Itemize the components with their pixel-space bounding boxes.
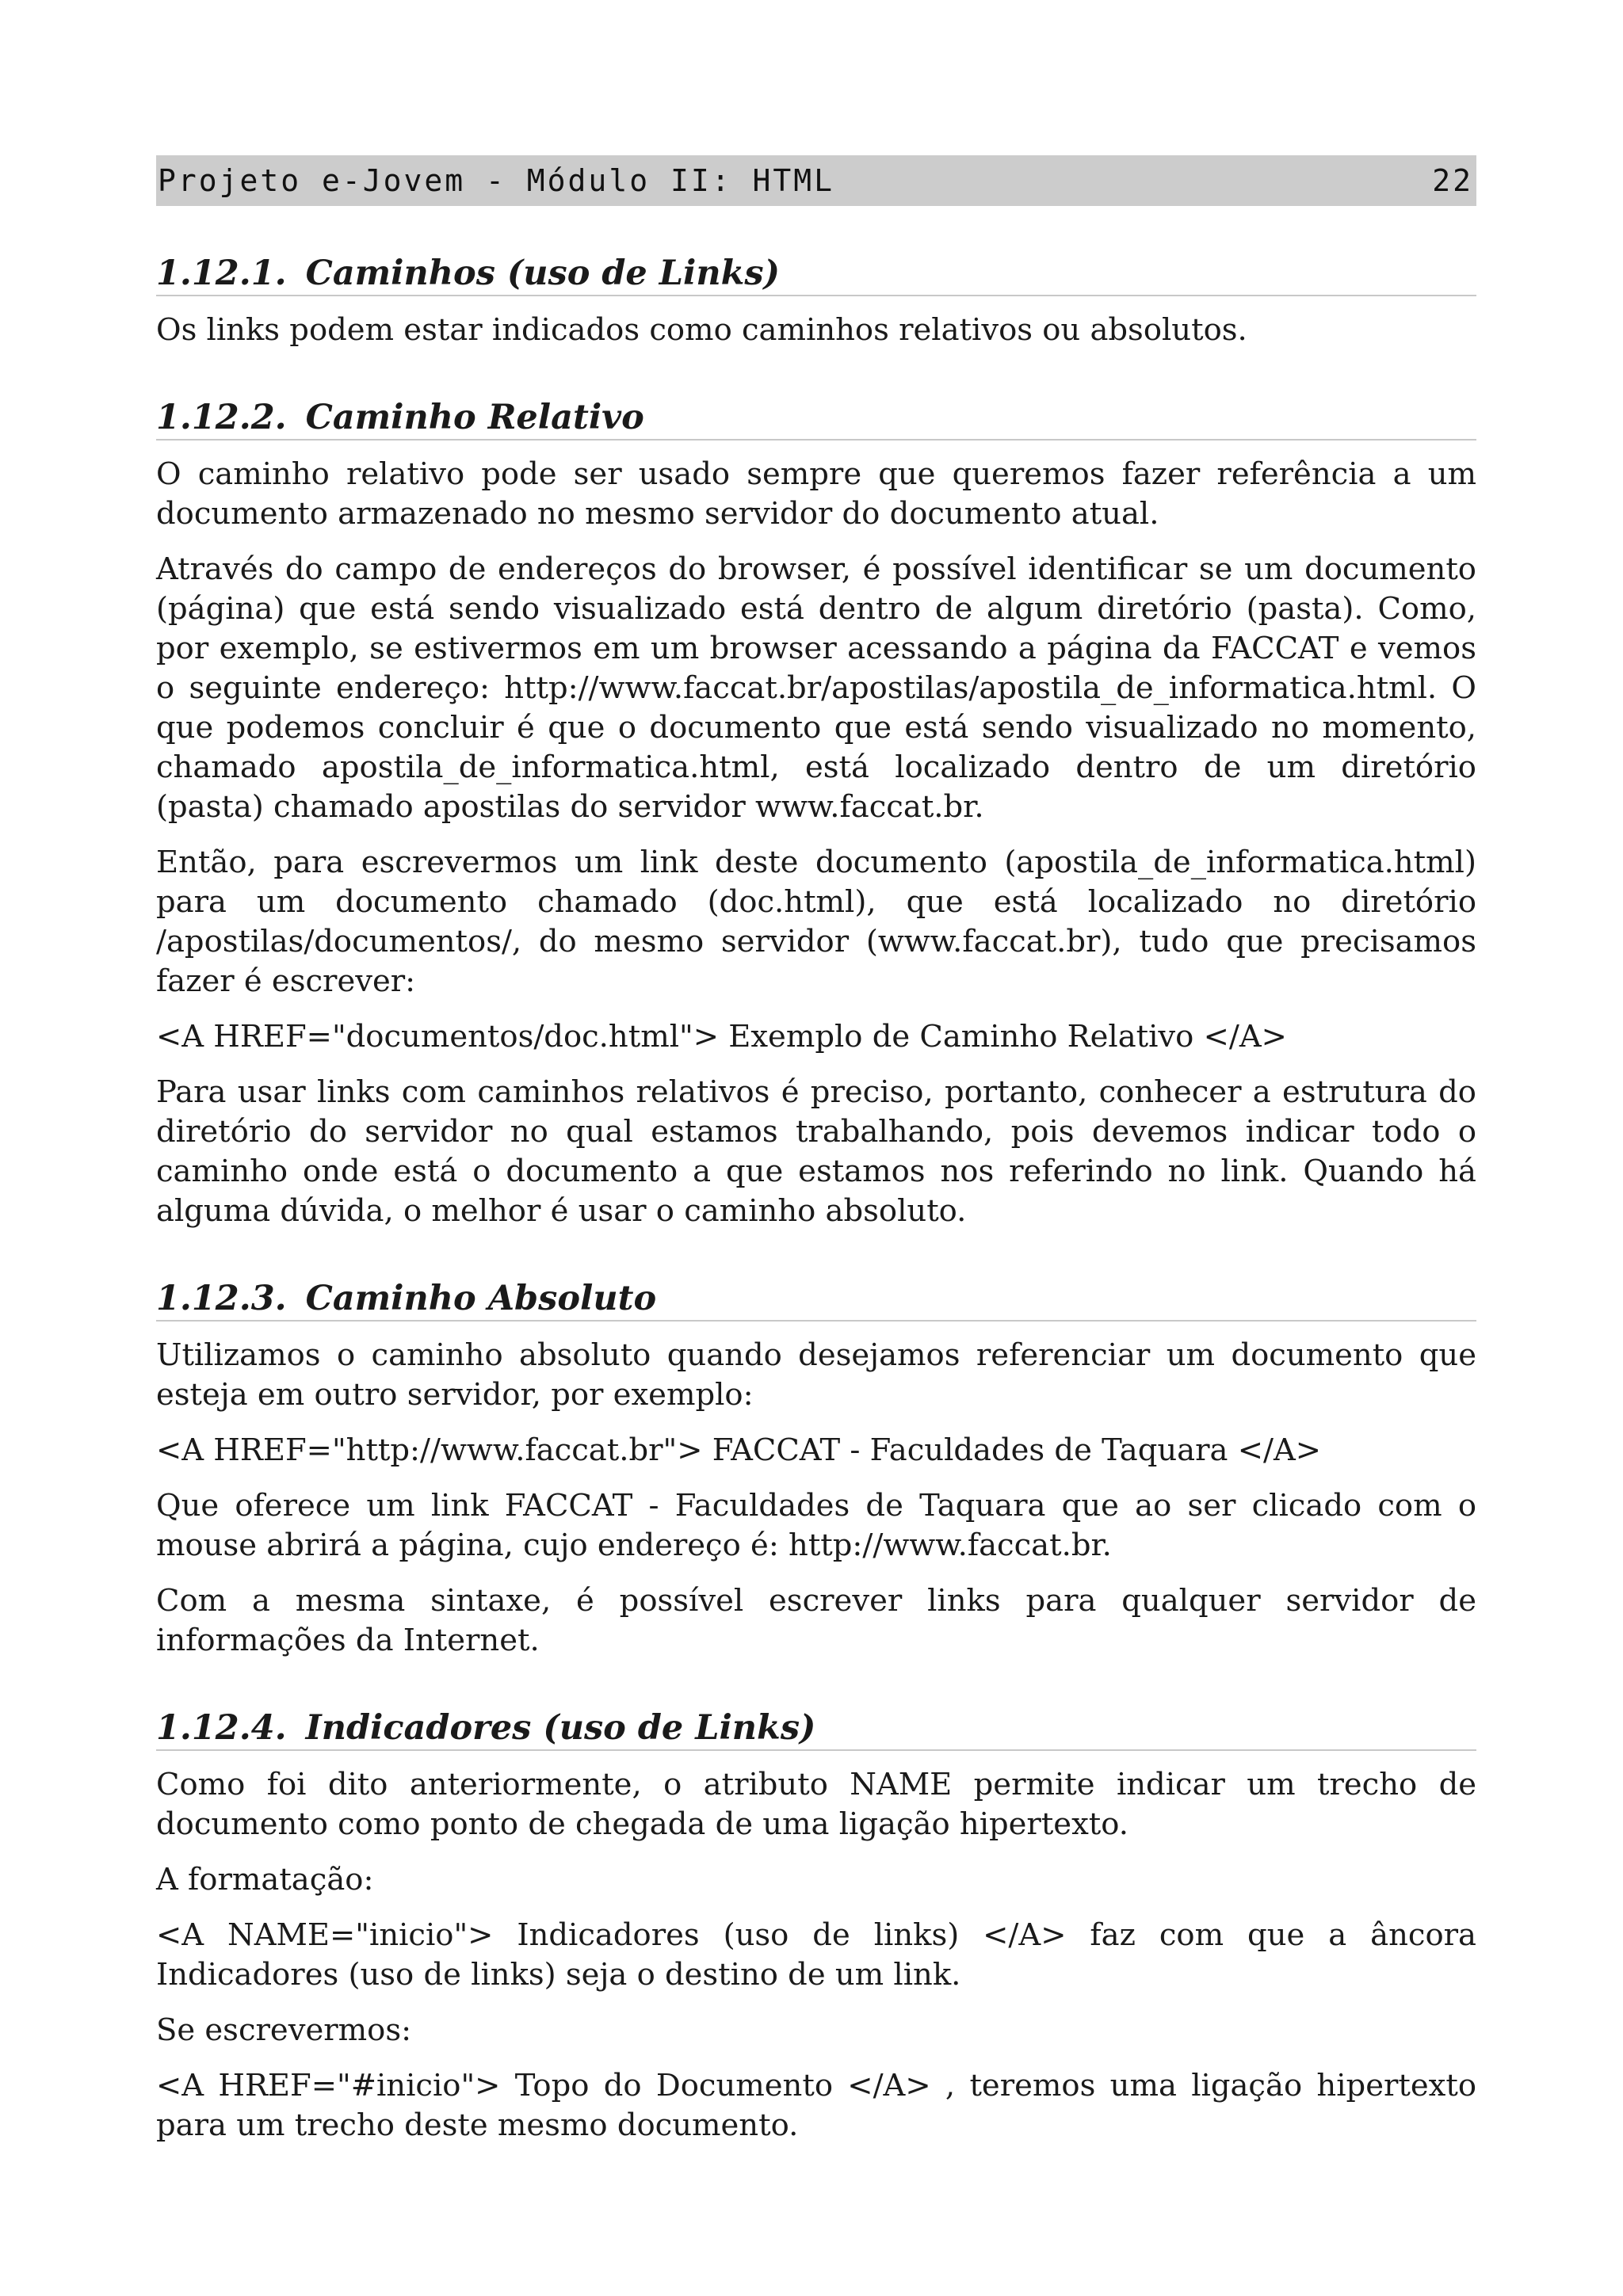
section-heading (156, 252, 1476, 296)
page-number: 22 (1432, 163, 1473, 198)
section-title-text: Indicadores (uso de Links) (305, 1708, 816, 1748)
page-content (156, 252, 1476, 2145)
section-number: 1.12.1. (156, 254, 287, 293)
paragraph: Para usar links com caminhos relativos é preciso, portanto, conhecer a estrutura do diretório do servidor no qual estamos trabalhando, pois devemos indicar todo o caminho onde está o documento a que estamos nos referindo no link. Quando há alguma dúvida, o melhor é usar o caminho absoluto. (156, 1074, 1476, 1229)
section-number: 1.12.2. (156, 398, 287, 437)
section-title-text: Caminho Absoluto (305, 1279, 657, 1318)
section-number: 1.12.4. (156, 1708, 287, 1748)
paragraph: A formatação: (156, 1862, 374, 1897)
paragraph: Com a mesma sintaxe, é possível escrever links para qualquer servidor de informações da Internet. (156, 1583, 1476, 1658)
header-title: Projeto e-Jovem - Módulo II: HTML (158, 163, 834, 198)
paragraph: Como foi dito anteriormente, o atributo NAME permite indicar um trecho de documento como ponto de chegada de uma ligação hipertexto. (156, 1767, 1476, 1842)
paragraph: Através do campo de endereços do browser, é possível identificar se um documento (página) que está sendo visualizado está dentro de algum diretório (pasta). Como, por exemplo, se estivermos em um browser acessando a página da FACCAT e vemos o seguinte endereço: http://www.faccat.br/apostilas/apostila_de_informatica.html. O que podemos concluir é que o documento que está sendo visualizado no momento, chamado apostila_de_informatica.html, está localizado dentro de um diretório (pasta) chamado apostilas do servidor www.faccat.br. (156, 551, 1476, 825)
paragraph: O caminho relativo pode ser usado sempre que queremos fazer referência a um documento armazenado no mesmo servidor do documento atual. (156, 456, 1476, 532)
code-example: <A HREF="documentos/doc.html"> Exemplo de Caminho Relativo </A> (156, 1019, 1287, 1055)
paragraph: Então, para escrevermos um link deste documento (apostila_de_informatica.html) para um documento chamado (doc.html), que está localizado no diretório /apostilas/documentos/, do mesmo servidor (www.faccat.br), tudo que precisamos fazer é escrever: (156, 845, 1476, 999)
section-title-text: Caminho Relativo (305, 398, 644, 437)
paragraph: <A HREF="#inicio"> Topo do Documento </A> , teremos uma ligação hipertexto para um trecho deste mesmo documento. (156, 2068, 1476, 2143)
paragraph: Os links podem estar indicados como caminhos relativos ou absolutos. (156, 312, 1247, 348)
section-number: 1.12.3. (156, 1279, 287, 1318)
paragraph: Que oferece um link FACCAT - Faculdades de Taquara que ao ser clicado com o mouse abrirá a página, cujo endereço é: http://www.faccat.br. (156, 1488, 1476, 1563)
section-heading (156, 1707, 1476, 1751)
paragraph: Utilizamos o caminho absoluto quando desejamos referenciar um documento que esteja em outro servidor, por exemplo: (156, 1337, 1476, 1413)
page-header (156, 155, 1476, 206)
paragraph: Se escrevermos: (156, 2012, 412, 2048)
section-heading (156, 396, 1476, 441)
section-title-text: Caminhos (uso de Links) (305, 254, 780, 293)
section-caminho-absoluto (156, 1277, 1476, 1661)
document-page (156, 155, 1476, 2191)
section-heading (156, 1277, 1476, 1322)
paragraph: <A NAME="inicio"> Indicadores (uso de links) </A> faz com que a âncora Indicadores (uso de links) seja o destino de um link. (156, 1917, 1476, 1993)
section-indicadores (156, 1707, 1476, 2145)
section-caminho-relativo (156, 396, 1476, 1231)
section-caminhos (156, 252, 1476, 350)
code-example: <A HREF="http://www.faccat.br"> FACCAT - Faculdades de Taquara </A> (156, 1432, 1322, 1468)
